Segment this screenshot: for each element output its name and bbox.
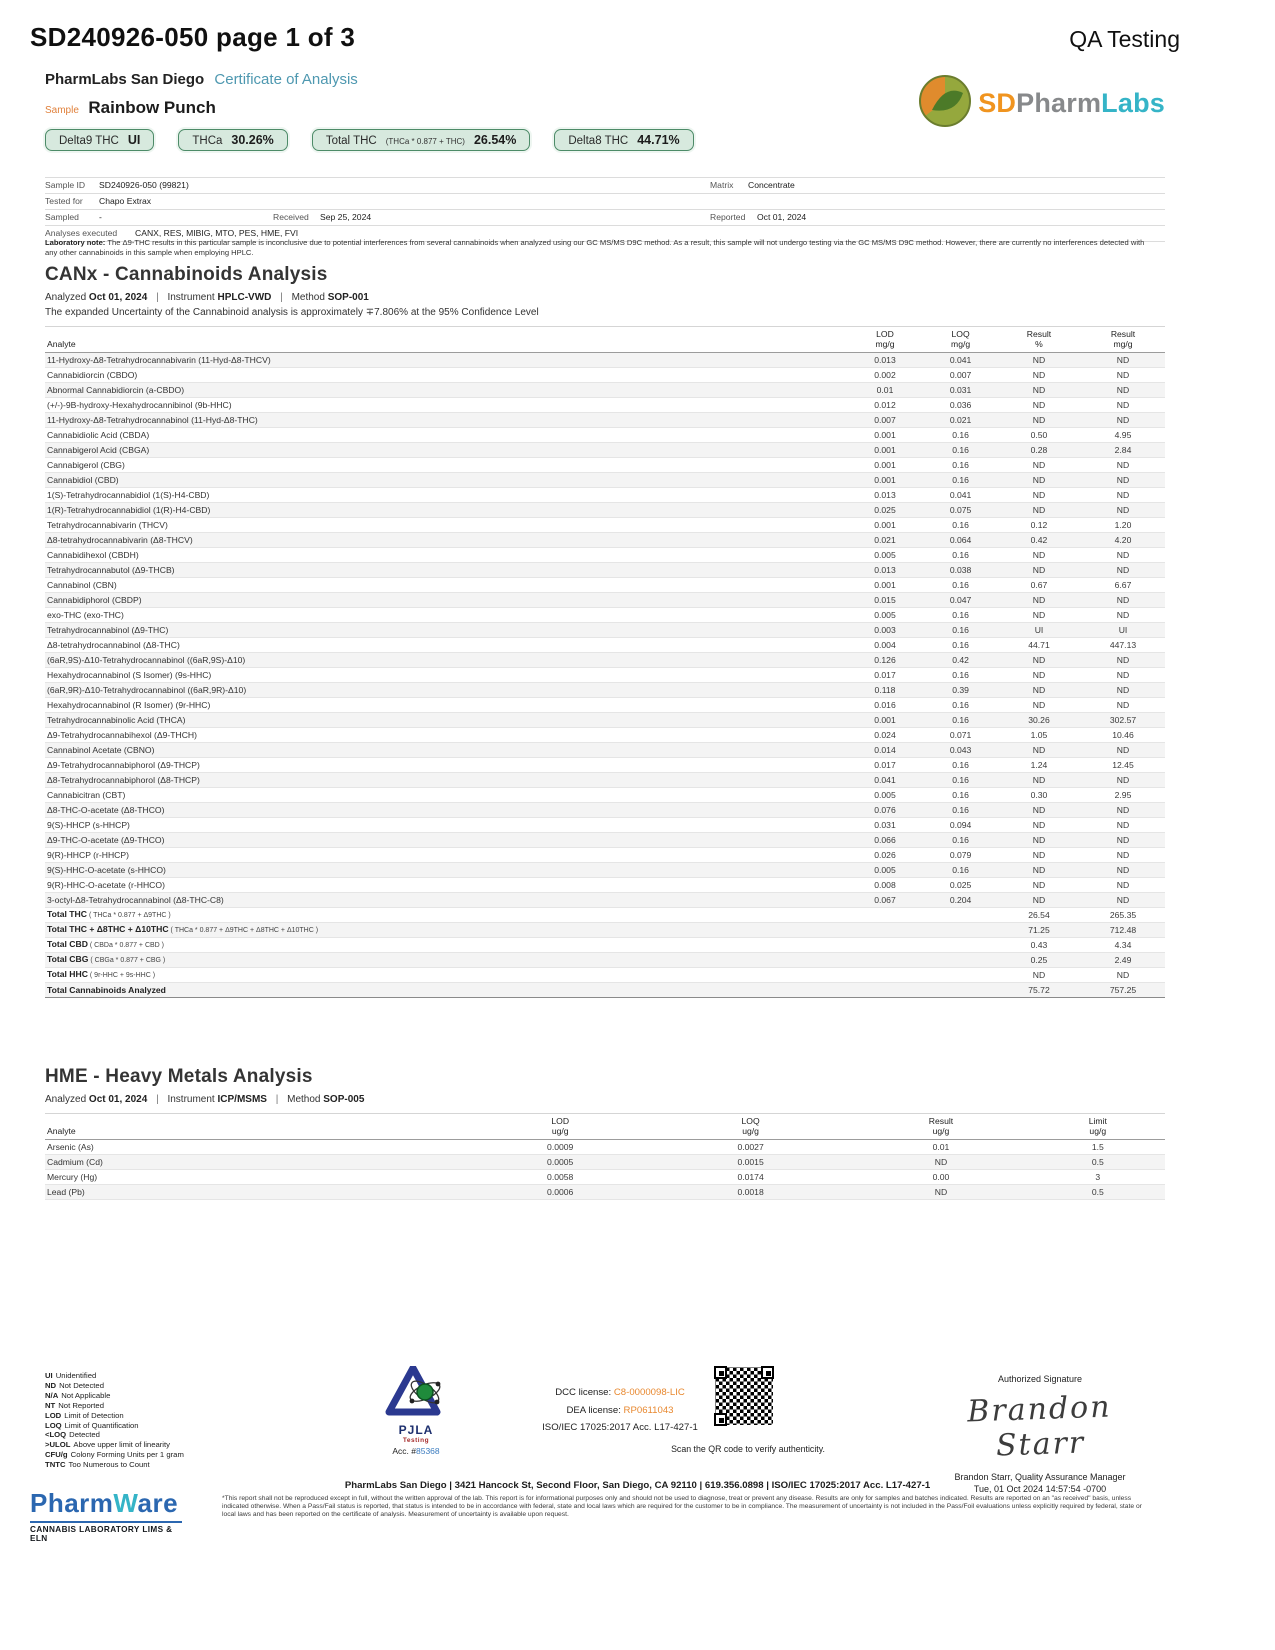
analyte-row: Cannabidiphorol (CBDP) 0.015 0.047 ND ND xyxy=(45,593,1165,608)
sdpharmlabs-logo-icon xyxy=(918,74,972,133)
analyte-row: Cannabidiol (CBD) 0.001 0.16 ND ND xyxy=(45,473,1165,488)
analyses-value: CANX, RES, MIBIG, MTO, PES, HME, FVI xyxy=(135,228,299,238)
analyte-row: (+/-)-9B-hydroxy-Hexahydrocannibinol (9b-HHC) 0.012 0.036 ND ND xyxy=(45,398,1165,413)
heavy-metals-section-title: HME - Heavy Metals Analysis xyxy=(45,1066,313,1087)
meta-row-sample-id: Sample ID SD240926-050 (99821) Matrix Concentrate xyxy=(45,177,1165,193)
sdpharmlabs-logo-text: SDPharmLabs xyxy=(978,88,1165,118)
analyte-row: (6aR,9R)-Δ10-Tetrahydrocannabinol ((6aR,9R)-Δ10) 0.118 0.39 ND ND xyxy=(45,683,1165,698)
analyte-row: Cannabigerol Acid (CBGA) 0.001 0.16 0.28 2.84 xyxy=(45,443,1165,458)
analyte-row: Cannabidihexol (CBDH) 0.005 0.16 ND ND xyxy=(45,548,1165,563)
legend-line: NT Not Reported xyxy=(45,1400,104,1410)
cannabinoids-section-title: CANx - Cannabinoids Analysis xyxy=(45,264,328,285)
sample-name: Rainbow Punch xyxy=(88,98,216,117)
heavy-metals-section xyxy=(45,1066,1165,1200)
matrix-value: Concentrate xyxy=(748,180,795,190)
analyte-row: Hexahydrocannabinol (S Isomer) (9s-HHC) 0.017 0.16 ND ND xyxy=(45,668,1165,683)
pill-delta8-thc: Delta8 THC 44.71% xyxy=(554,129,693,151)
analyte-row: 9(R)-HHCP (r-HHCP) 0.026 0.079 ND ND xyxy=(45,848,1165,863)
document-id-title: SD240926-050 page 1 of 3 xyxy=(30,22,356,52)
metal-row: Mercury (Hg) 0.0058 0.0174 0.00 3 xyxy=(45,1170,1165,1185)
analyte-row: 11-Hydroxy-Δ8-Tetrahydrocannabivarin (11-Hyd-Δ8-THCV) 0.013 0.041 ND ND xyxy=(45,353,1165,368)
abbreviation-legend xyxy=(45,1371,184,1470)
sdpharmlabs-logo xyxy=(918,74,1165,133)
legend-line: LOQ Limit of Quantification xyxy=(45,1420,139,1430)
pill-total-thc: Total THC (THCa * 0.877 + THC) 26.54% xyxy=(312,129,531,151)
pjla-logo-icon xyxy=(385,1403,447,1420)
heavy-metals-table-rows xyxy=(45,1140,1165,1200)
cannabinoids-analysis-info: Analyzed Oct 01, 2024 | Instrument HPLC-VWD | Method SOP-001 xyxy=(45,292,369,303)
legend-line: N/A Not Applicable xyxy=(45,1390,111,1400)
pharmware-logo: PharmWare CANNABIS LABORATORY LIMS & ELN xyxy=(30,1488,182,1543)
analyte-row: Cannabicitran (CBT) 0.005 0.16 0.30 2.95 xyxy=(45,788,1165,803)
metal-row: Arsenic (As) 0.0009 0.0027 0.01 1.5 xyxy=(45,1140,1165,1155)
analyte-row: Δ9-Tetrahydrocannabiphorol (Δ9-THCP) 0.017 0.16 1.24 12.45 xyxy=(45,758,1165,773)
sampled-value: - xyxy=(99,212,102,222)
signature-block xyxy=(925,1374,1155,1494)
total-row: Total Cannabinoids Analyzed 75.72 757.25 xyxy=(45,983,1165,998)
pill-delta9-thc: Delta9 THC UI xyxy=(45,129,154,151)
meta-row-dates: Sampled - Received Sep 25, 2024 Reported Oct 01, 2024 xyxy=(45,209,1165,225)
metal-row: Cadmium (Cd) 0.0005 0.0015 ND 0.5 xyxy=(45,1155,1165,1170)
license-block xyxy=(505,1384,735,1437)
analyte-row: Δ9-Tetrahydrocannabihexol (Δ9-THCH) 0.024 0.071 1.05 10.46 xyxy=(45,728,1165,743)
heavy-metals-analysis-info: Analyzed Oct 01, 2024 | Instrument ICP/MSMS | Method SOP-005 xyxy=(45,1094,365,1105)
analyte-row: Cannabidiolic Acid (CBDA) 0.001 0.16 0.50 4.95 xyxy=(45,428,1165,443)
analyte-row: Abnormal Cannabidiorcin (a-CBDO) 0.01 0.031 ND ND xyxy=(45,383,1165,398)
lab-address-line: PharmLabs San Diego | 3421 Hancock St, Second Floor, San Diego, CA 92110 | 619.356.0898 | ISO/IEC 17025:2017 Acc. L17-427-1 xyxy=(344,1480,931,1491)
analyte-row: Δ8-THC-O-acetate (Δ8-THCO) 0.076 0.16 ND ND xyxy=(45,803,1165,818)
pharmware-subtitle: CANNABIS LABORATORY LIMS & ELN xyxy=(30,1521,182,1543)
analyte-row: Hexahydrocannabinol (R Isomer) (9r-HHC) 0.016 0.16 ND ND xyxy=(45,698,1165,713)
legend-line: TNTC Too Numerous to Count xyxy=(45,1460,150,1470)
legend-line: ND Not Detected xyxy=(45,1380,104,1390)
total-row: Total THC + Δ8THC + Δ10THC ( THCa * 0.877 + Δ9THC + Δ8THC + Δ10THC ) 71.25 712.48 xyxy=(45,923,1165,938)
dcc-license: DCC license: C8-0000098-LIC xyxy=(555,1387,685,1398)
analyte-row: Cannabinol Acetate (CBNO) 0.014 0.043 ND ND xyxy=(45,743,1165,758)
pill-thca: THCa 30.26% xyxy=(178,129,287,151)
metal-row: Lead (Pb) 0.0006 0.0018 ND 0.5 xyxy=(45,1185,1165,1200)
analyte-row: 9(S)-HHC-O-acetate (s-HHCO) 0.005 0.16 ND ND xyxy=(45,863,1165,878)
certificate-of-analysis-label: Certificate of Analysis xyxy=(214,71,358,88)
cannabinoid-summary-pills xyxy=(45,129,694,151)
cannabinoids-table xyxy=(45,326,1165,998)
qa-testing-label: QA Testing xyxy=(1069,26,1180,52)
analyte-row: Tetrahydrocannabutol (Δ9-THCB) 0.013 0.038 ND ND xyxy=(45,563,1165,578)
pjla-accreditation: PJLA Testing Acc. #85368 xyxy=(366,1366,466,1456)
dea-license: DEA license: RP0611043 xyxy=(566,1404,674,1416)
iso-accreditation: ISO/IEC 17025:2017 Acc. L17-427-1 xyxy=(542,1422,698,1433)
signature-handwriting: Brandon Starr xyxy=(966,1389,1113,1464)
heavy-metals-table-header: Analyte LOD ug/g LOQ ug/g Result ug/g Limit ug/g xyxy=(45,1114,1165,1140)
cannabinoids-section xyxy=(45,264,1165,998)
analyte-row: 9(S)-HHCP (s-HHCP) 0.031 0.094 ND ND xyxy=(45,818,1165,833)
received-value: Sep 25, 2024 xyxy=(320,212,372,222)
meta-row-analyses: Analyses executed CANX, RES, MIBIG, MTO, PES, HME, FVI xyxy=(45,225,1165,242)
qr-caption: Scan the QR code to verify authenticity. xyxy=(671,1444,825,1454)
analyte-row: exo-THC (exo-THC) 0.005 0.16 ND ND xyxy=(45,608,1165,623)
report-disclaimer: *This report shall not be reproduced except in full, without the written approval of the lab. This report is for informational purposes only and should not be used to diagnose, treat or prevent any disease. Results are only for samples and batches indicated. Results are reported on an "as received" basis, unless indicated otherwise. When a Pass/Fail status is reported, that status is intended to be in accordance with federal, state and local laws which are required for the customer to be in compliance. The measurement of uncertainty is not included in the Pass/Foil evaluations unless explicitly required by federal, state or local laws and has been reported on the certificate of analysis. Measurement of uncertainty is available upon request. xyxy=(222,1495,1142,1518)
analyte-row: Tetrahydrocannabinolic Acid (THCA) 0.001 0.16 30.26 302.57 xyxy=(45,713,1165,728)
analyte-row: (6aR,9S)-Δ10-Tetrahydrocannabinol ((6aR,9S)-Δ10) 0.126 0.42 ND ND xyxy=(45,653,1165,668)
tested-for-value: Chapo Extrax xyxy=(99,196,152,206)
sample-id-value: SD240926-050 (99821) xyxy=(99,180,189,190)
cannabinoids-table-rows xyxy=(45,353,1165,908)
signature-timestamp: Tue, 01 Oct 2024 14:57:54 -0700 xyxy=(973,1484,1107,1494)
legend-line: >ULOL Above upper limit of linearity xyxy=(45,1440,170,1450)
analyte-row: Δ9-THC-O-acetate (Δ9-THCO) 0.066 0.16 ND ND xyxy=(45,833,1165,848)
lab-title-line xyxy=(45,71,358,88)
total-row: Total CBD ( CBDa * 0.877 + CBD ) 0.43 4.34 xyxy=(45,938,1165,953)
legend-line: CFU/g Colony Forming Units per 1 gram xyxy=(45,1450,184,1460)
analyte-row: 11-Hydroxy-Δ8-Tetrahydrocannabinol (11-Hyd-Δ8-THC) 0.007 0.021 ND ND xyxy=(45,413,1165,428)
sample-label: Sample xyxy=(45,105,79,116)
analyte-row: Cannabigerol (CBG) 0.001 0.16 ND ND xyxy=(45,458,1165,473)
sample-metadata xyxy=(45,177,1165,242)
lab-name: PharmLabs San Diego xyxy=(45,71,205,88)
analyte-row: Tetrahydrocannabinol (Δ9-THC) 0.003 0.16 UI UI xyxy=(45,623,1165,638)
uncertainty-note: The expanded Uncertainty of the Cannabinoid analysis is approximately ∓7.806% at the 95% Confidence Level xyxy=(45,307,539,318)
authorized-signature-label: Authorized Signature xyxy=(997,1374,1083,1384)
heavy-metals-table xyxy=(45,1113,1165,1200)
analyte-row: 1(S)-Tetrahydrocannabidiol (1(S)-H4-CBD) 0.013 0.041 ND ND xyxy=(45,488,1165,503)
analyte-row: Cannabinol (CBN) 0.001 0.16 0.67 6.67 xyxy=(45,578,1165,593)
analyte-row: 3-octyl-Δ8-Tetrahydrocannabinol (Δ8-THC-C8) 0.067 0.204 ND ND xyxy=(45,893,1165,908)
analyte-row: Δ8-tetrahydrocannabivarin (Δ8-THCV) 0.021 0.064 0.42 4.20 xyxy=(45,533,1165,548)
cannabinoids-table-header: Analyte LOD mg/g LOQ mg/g Result % Result mg/g xyxy=(45,327,1165,353)
total-row: Total CBG ( CBGa * 0.877 + CBG ) 0.25 2.49 xyxy=(45,953,1165,968)
signer-name-title: Brandon Starr, Quality Assurance Manager xyxy=(954,1472,1126,1482)
analyte-row: 9(R)-HHC-O-acetate (r-HHCO) 0.008 0.025 ND ND xyxy=(45,878,1165,893)
total-row: Total THC ( THCa * 0.877 + Δ9THC ) 26.54 265.35 xyxy=(45,908,1165,923)
total-row: Total HHC ( 9r-HHC + 9s-HHC ) ND ND xyxy=(45,968,1165,983)
legend-line: LOD Limit of Detection xyxy=(45,1410,124,1420)
reported-value: Oct 01, 2024 xyxy=(757,212,807,222)
analyte-row: Δ8-Tetrahydrocannabiphorol (Δ8-THCP) 0.041 0.16 ND ND xyxy=(45,773,1165,788)
cannabinoids-table-totals xyxy=(45,908,1165,998)
analyte-row: 1(R)-Tetrahydrocannabidiol (1(R)-H4-CBD) 0.025 0.075 ND ND xyxy=(45,503,1165,518)
sample-line xyxy=(45,98,216,118)
analyte-row: Δ8-tetrahydrocannabinol (Δ8-THC) 0.004 0.16 44.71 447.13 xyxy=(45,638,1165,653)
analyte-row: Tetrahydrocannabivarin (THCV) 0.001 0.16 0.12 1.20 xyxy=(45,518,1165,533)
qr-code xyxy=(712,1364,776,1428)
legend-line: UI Unidentified xyxy=(45,1371,97,1380)
analyte-row: Cannabidiorcin (CBDO) 0.002 0.007 ND ND xyxy=(45,368,1165,383)
laboratory-note: Laboratory note: The Δ9-THC results in this particular sample is inconclusive due to potential interferences from several cannabinoids when analyzed using our GC MS/MS D9C method. As a result, this sample will not undergo testing via the GC MS/MS D9C method. However, there are currently no interferences detected with any other cannabinoids in this sample when employing HPLC. xyxy=(45,238,1145,257)
legend-line: <LOQ Detected xyxy=(45,1430,100,1440)
meta-row-tested-for: Tested for Chapo Extrax xyxy=(45,193,1165,209)
